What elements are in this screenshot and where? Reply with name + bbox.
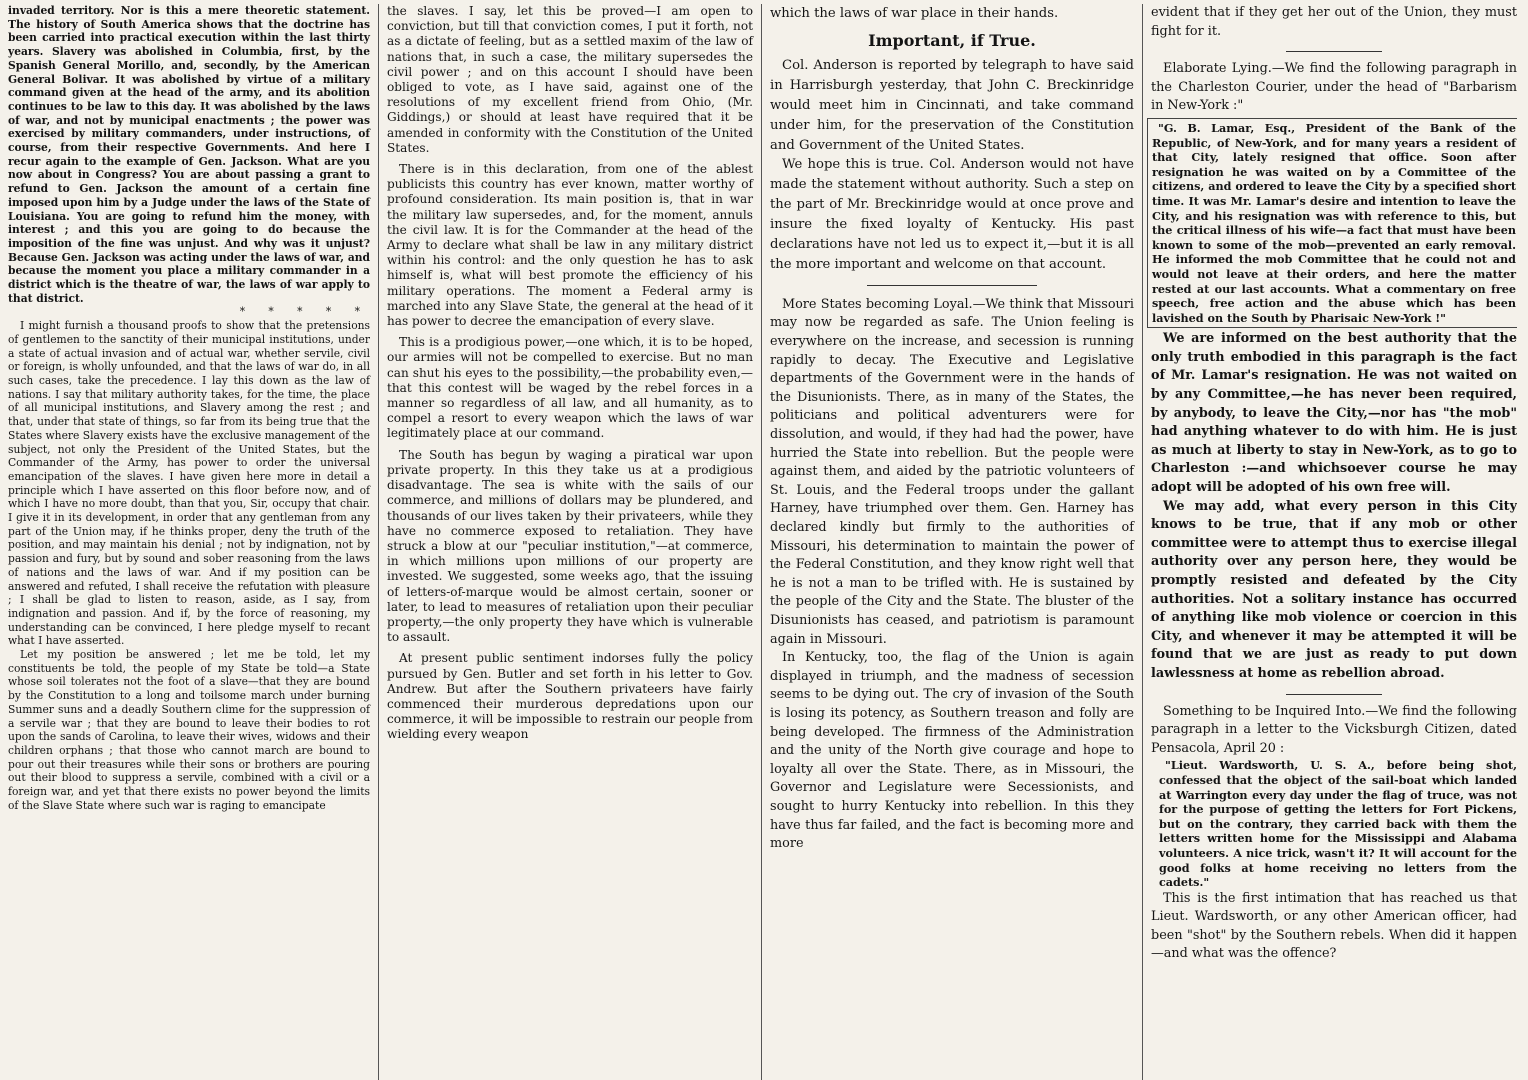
- col4-section1-quote: [1147, 118, 1517, 328]
- col1-paragraph-2: I might furnish a thousand proofs to show that the pretensions of gentlemen to the sanctity of their municipal institutions, under a state of actual invasion and of actual war, whether servile, civil or foreign, is wholly unfounded, and that the laws of war do, in all such cases, take the precedence. I lay this down as the law of nations. I say that military authority takes, for the time, the place of all municipal institutions, and Slavery among the rest ; and that, under that state of things, so far from its being true that the States where Slavery exists have the exclusive management of the subject, not only the President of the United States, but the Commander of the Army, has power to order the universal emancipation of the slaves. I have given here more in detail a principle which I have asserted on this floor before now, and of which I have no more doubt, than that you, Sir, occupy that chair. I give it in its development, in order that any gentleman from any part of the Union may, if he thinks proper, deny the truth of the position, and may maintain his denial ; not by indignation, not by passion and fury, but by sound and sober reasoning from the laws of nations and the laws of war. And if my position can be answered and refuted, I shall receive the refutation with pleasure ; I shall be glad to listen to reason, aside, as I say, from indignation and passion. And if, by the force of reasoning, my understanding can be convinced, I here pledge myself to recant what I have asserted.: [8, 319, 370, 648]
- col2-paragraph-2: There is in this declaration, from one of the ablest publicists this country has ever known, matter worthy of profound consideration. Its main position is, that in war the military law supersedes, and, for the moment, annuls the civil law. It is for the Commander at the head of the Army to declare what shall be law in any military district within his control: and the only question he has to ask himself is, what will best promote the efficiency of his military operations. The moment a Federal army is marched into any Slave State, the general at the head of it has power to decree the emancipation of every slave.: [387, 162, 753, 329]
- col4-section2-quote: [1151, 758, 1517, 889]
- col4-section2-intro: Something to be Inquired Into.—We find the following paragraph in a letter to the Vicksburgh Citizen, dated Pensacola, April 20 :: [1151, 703, 1517, 756]
- section-divider: [1286, 694, 1382, 695]
- section-divider: [867, 285, 1037, 286]
- col4-first-lines: evident that if they get her out of the Union, they must fight for it.: [1151, 5, 1517, 39]
- article-headline: Important, if True.: [868, 30, 1036, 50]
- col3-section2-paragraph-1: More States becoming Loyal.—We think that Missouri may now be regarded as safe. The Union feeling is everywhere on the increase, and secession is running rapidly to decay. The Executive and Legislative departments of the Government were in the hands of the Disunionists. There, as in many of the States, the politicians and political adventurers were for dissolution, and would, if they had had the power, have hurried the State into rebellion. But the people were against them, and aided by the patriotic volunteers of St. Louis, and the Federal troops under the gallant Harney, have triumphed over them. Gen. Harney has declared kindly but firmly to the authorities of Missouri, his determination to maintain the power of the Federal Constitution, and they know right well that he is not a man to be trifled with. He is sustained by the people of the City and the State. The bluster of the Disunionists has ceased, and patriotism is paramount again in Missouri.: [770, 296, 1134, 647]
- column-2: [379, 4, 761, 1080]
- column-1: [8, 4, 378, 1080]
- col3-paragraph-1: Col. Anderson is reported by telegraph to have said in Harrisburgh yesterday, that John C. Breckinridge would meet him in Cincinnati, and take command under him, for the preservation of the Constitution and Government of the United States.: [770, 57, 1134, 153]
- column-4: [1143, 4, 1517, 1080]
- col2-paragraph-4: The South has begun by waging a piratical war upon private property. In this they take us at a prodigious disadvantage. The sea is white with the sails of our commerce, and millions of dollars may be plundered, and thousands of our lives taken by their privateers, while they have no commerce exposed to retaliation. They have struck a blow at our "peculiar institution,"—at commerce, in which millions upon millions of our property are invested. We suggested, some weeks ago, that the issuing of letters-of-marque would be almost certain, sooner or later, to lead to measures of retaliation upon their peculiar property,—the only property they have which is vulnerable to assault.: [387, 447, 753, 645]
- col4-section2-paragraph-1: This is the first intimation that has reached us that Lieut. Wardsworth, or any other American officer, had been "shot" by the Southern rebels. When did it happen—and what was the offence?: [1151, 890, 1517, 962]
- col3-paragraph-2: We hope this is true. Col. Anderson would not have made the statement without authority. Such a step on the part of Mr. Breckinridge would at once prove and insure the fixed loyalty of Kentucky. His past declarations have not led us to expect it,—but it is all the more important and welcome on that account.: [770, 157, 1134, 272]
- column-3: [762, 4, 1142, 1080]
- col3-first-line: which the laws of war place in their hands.: [770, 6, 1059, 21]
- col4-section2-quote-text: "Lieut. Wardsworth, U. S. A., before being shot, confessed that the object of the sail-boat which landed at Warrington every day under the flag of truce, was not for the purpose of getting the letters for Fort Pickens, but on the contrary, they carried back with them the letters written home for the Mississippi and Alabama volunteers. A nice trick, wasn't it? It will account for the good folks at home receiving no letters from the cadets.": [1159, 758, 1517, 890]
- section-divider: [1286, 51, 1382, 52]
- col4-section1-paragraph-2: We may add, what every person in this City knows to be true, that if any mob or other committee were to attempt thus to exercise illegal authority over any person here, they would be promptly resisted and defeated by the City authorities. Not a solitary instance has occurred of anything like mob violence or coercion in this City, and whenever it may be attempted it will be found that we are just as ready to put down lawlessness at home as rebellion abroad.: [1151, 498, 1517, 681]
- col4-section1-intro: Elaborate Lying.—We find the following paragraph in the Charleston Courier, under the head of "Barbarism in New-York :": [1151, 61, 1517, 114]
- col1-paragraph-1: invaded territory. Nor is this a mere theoretic statement. The history of South America shows that the doctrine has been carried into practical execution within the last thirty years. Slavery was abolished in Columbia, first, by the Spanish General Morillo, and, secondly, by the American General Bolivar. It was abolished by virtue of a military command given at the head of the army, and its abolition continues to be law to this day. It was abolished by the laws of war, and not by municipal enactments ; the power was exercised by military commanders, under instructions, of course, from their respective Governments. And here I recur again to the example of Gen. Jackson. What are you now about in Congress? You are about passing a grant to refund to Gen. Jackson the amount of a certain fine imposed upon him by a Judge under the laws of the State of Louisiana. You are going to refund him the money, with interest ; and this you are going to do because the imposition of the fine was unjust. And why was it unjust? Because Gen. Jackson was acting under the laws of war, and because the moment you place a military commander in a district which is the theatre of war, the laws of war apply to that district.: [8, 4, 370, 305]
- col2-paragraph-3: This is a prodigious power,—one which, it is to be hoped, our armies will not be compelled to exercise. But no man can shut his eyes to the possibility,—the probability even,—that this contest will be waged by the rebel forces in a manner so regardless of all law, and all humanity, as to compel a resort to every weapon which the laws of war legitimately place at our command.: [387, 335, 753, 441]
- col1-stars: * * * * *: [239, 305, 370, 319]
- col2-paragraph-1: the slaves. I say, let this be proved—I am open to conviction, but till that conviction comes, I put it forth, not as a dictate of feeling, but as a settled maxim of the law of nations that, in such a case, the military supersedes the civil power ; and on this account I should have been obliged to vote, as I have said, against one of the resolutions of my excellent friend from Ohio, (Mr. Giddings,) or should at least have required that it be amended in conformity with the Constitution of the United States.: [387, 4, 753, 155]
- col4-section1-paragraph-1: We are informed on the best authority that the only truth embodied in this paragraph is the fact of Mr. Lamar's resignation. He was not waited on by any Committee,—he has never been required, by anybody, to leave the City,—nor has "the mob" had anything whatever to do with him. He is just as much at liberty to stay in New-York, as to go to Charleston :—and whichsoever course he may adopt will be adopted of his own free will.: [1151, 331, 1517, 496]
- col4-section1-quote-text: "G. B. Lamar, Esq., President of the Bank of the Republic, of New-York, and for many years a resident of that City, lately resigned that office. Soon after resignation he was waited on by a Committee of the citizens, and ordered to leave the City by a specified short time. It was Mr. Lamar's desire and intention to leave the City, and his resignation was with reference to this, but the critical illness of his wife—a fact that must have been known to some of the mob—prevented an early removal. He informed the mob Committee that he could not and would not leave at their orders, and here the matter rested at our last accounts. What a commentary on free speech, free action and the abuse which has been lavished on the South by Pharisaic New-York !": [1152, 120, 1516, 325]
- col3-section2-paragraph-2: In Kentucky, too, the flag of the Union is again displayed in triumph, and the madness of secession seems to be dying out. The cry of invasion of the South is losing its potency, as Southern treason and folly are being developed. The firmness of the Administration and the unity of the North give courage and hope to loyalty all over the State. There, as in Missouri, the Governor and Legislature were Secessionists, and sought to hurry Kentucky into rebellion. In this they have thus far failed, and the fact is becoming more and more: [770, 650, 1134, 852]
- col1-paragraph-3: Let my position be answered ; let me be told, let my constituents be told, the people of my State be told—a State whose soil tolerates not the foot of a slave—that they are bound by the Constitution to a long and toilsome march under burning Summer suns and a deadly Southern clime for the suppression of a servile war ; that they are bound to leave their bodies to rot upon the sands of Carolina, to leave their wives, widows and their children orphans ; that those who cannot march are bound to pour out their treasures while their sons or brothers are pouring out their blood to suppress a servile, combined with a civil or a foreign war, and yet that there exists no power beyond the limits of the Slave State where such war is raging to emancipate: [8, 648, 370, 812]
- col2-paragraph-5: At present public sentiment indorses fully the policy pursued by Gen. Butler and set forth in his letter to Gov. Andrew. But after the Southern privateers have fairly commenced their murderous depredations upon our commerce, it will be impossible to restrain our people from wielding every weapon: [387, 651, 753, 742]
